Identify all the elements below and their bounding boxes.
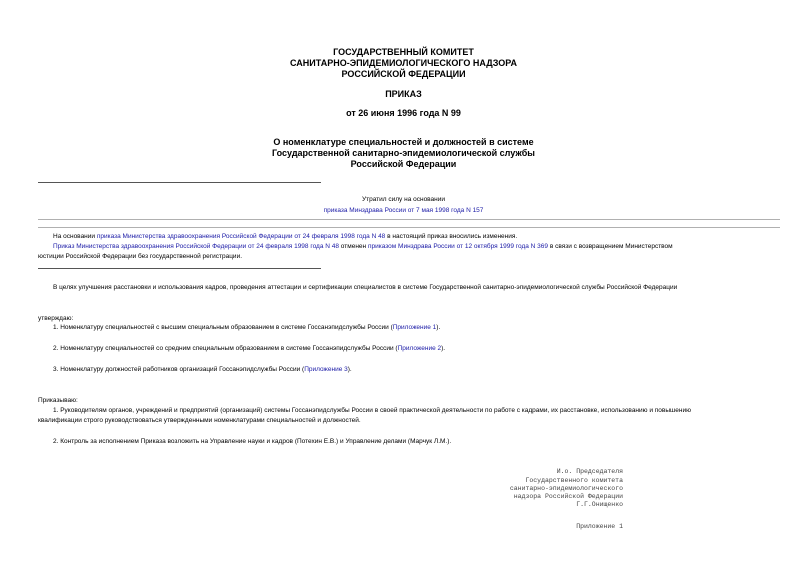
separator-top [38,182,321,183]
appendix-2-link[interactable]: Приложение 2 [397,345,442,352]
intro-paragraph: В целях улучшения расстановки и использования кадров, проведения аттестации и сертификации специалистов в системе Государственной санитарно-эпидемиологической службы Российской Федерации [53,284,678,291]
order-item-1-line-1: 1. Руководителям органов, учреждений и предприятий (организаций) системы Госсанэпидслужбы России в своей практической деятельности по работе с кадрами, их расстановке, использованию и повышению [53,407,691,414]
signature-line-2: Государственного комитета [525,477,623,484]
order-item-1-line-2: квалификации строго руководствоваться утвержденными номенклатурами специальностей и должностей. [38,417,361,424]
separator-amendments [38,268,321,269]
doc-title-line-2: Государственной санитарно-эпидемиологической службы [272,148,535,158]
approve-item-2: 2. Номенклатуру специальностей со средним специальным образованием в системе Госсанэпидслужбы России (Приложение 2). [53,345,446,352]
order-item-2: 2. Контроль за исполнением Приказа возложить на Управление науки и кадров (Потехин Е.В.) и Управление делами (Марчук Л.М.). [53,438,452,445]
amendment-note-2: Приказ Министерства здравоохранения Российской Федерации от 24 февраля 1998 года N 48 отменен приказом Минздрава России от 12 октября 1999 года N 369 в связи с возвращением Министерством [53,243,673,250]
doc-title-line-3: Российской Федерации [350,159,457,169]
org-name-line-3: РОССИЙСКОЙ ФЕДЕРАЦИИ [341,69,466,79]
org-name-line-1: ГОСУДАРСТВЕННЫЙ КОМИТЕТ [333,47,474,57]
amendment-note-1: На основании приказа Министерства здравоохранения Российской Федерации от 24 февраля 1998 года N 48 в настоящий приказ вносились изменения. [53,233,518,240]
status-link-wrap [0,207,807,215]
appendix-3-link[interactable]: Приложение 3 [304,366,348,373]
amendment-note-2-cont: юстиции Российской Федерации без государственной регистрации. [38,253,243,260]
status-link[interactable]: приказа Минздрава России от 7 мая 1998 года N 157 [323,207,484,214]
doc-title-line-1: О номенклатуре специальностей и должностей в системе [273,137,534,147]
doc-type: ПРИКАЗ [385,89,422,99]
amendment-link-1[interactable]: приказа Министерства здравоохранения Российской Федерации от 24 февраля 1998 года N 48 [96,233,386,240]
org-name-line-2: САНИТАРНО-ЭПИДЕМИОЛОГИЧЕСКОГО НАДЗОРА [290,58,517,68]
amendment-link-2[interactable]: Приказ Министерства здравоохранения Российской Федерации от 24 февраля 1998 года N 48 [53,243,339,250]
appendix-1-link[interactable]: Приложение 1 [392,324,437,331]
signature-line-1: И.о. Председателя [556,468,623,475]
signature-line-4: надзора Российской Федерации [513,493,623,500]
doc-date: от 26 июня 1996 года N 99 [346,108,461,118]
separator-status-2 [38,227,780,228]
approve-item-3: 3. Номенклатуру должностей работников организаций Госсанэпидслужбы России (Приложение 3). [53,366,352,373]
appendix-heading: Приложение 1 [576,523,623,530]
signature-name: Г.Г.Онищенко [576,501,623,508]
amendment-link-3[interactable]: приказом Минздрава России от 12 октября 1999 года N 369 [367,243,549,250]
approve-item-1: 1. Номенклатуру специальностей с высшим специальным образованием в системе Госсанэпидслужбы России (Приложение 1). [53,324,441,331]
approve-label: утверждаю: [38,315,74,322]
status-text: Утратил силу на основании [361,196,446,203]
signature-line-3: санитарно-эпидемиологического [509,485,623,492]
order-label: Приказываю: [38,397,78,404]
separator-status [38,219,780,220]
